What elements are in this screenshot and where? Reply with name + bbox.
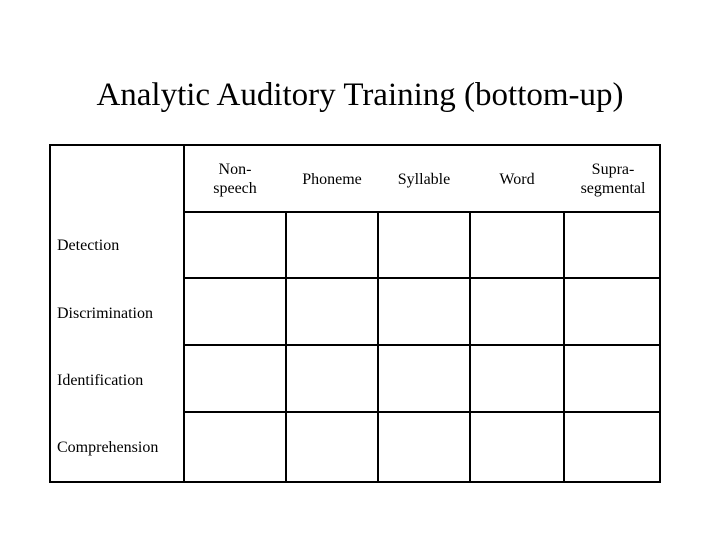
column-divider (563, 212, 565, 483)
row-label-detection: Detection (57, 237, 120, 254)
row-label-identification: Identification (57, 372, 144, 389)
row-label-comprehension: Comprehension (57, 439, 159, 456)
column-header-phoneme: Phoneme (302, 170, 362, 188)
row-label-discrimination: Discrimination (57, 305, 153, 322)
row-divider (183, 411, 661, 413)
column-header-nonspeech: Non- speech (213, 161, 257, 197)
column-divider (377, 212, 379, 483)
column-header-suprasegmental: Supra- segmental (580, 161, 646, 197)
slide-title: Analytic Auditory Training (bottom-up) (96, 77, 624, 113)
row-divider (183, 277, 661, 279)
column-header-syllable: Syllable (397, 170, 451, 188)
column-divider (285, 212, 287, 483)
column-divider (469, 212, 471, 483)
column-header-word: Word (499, 170, 535, 188)
row-divider (183, 344, 661, 346)
